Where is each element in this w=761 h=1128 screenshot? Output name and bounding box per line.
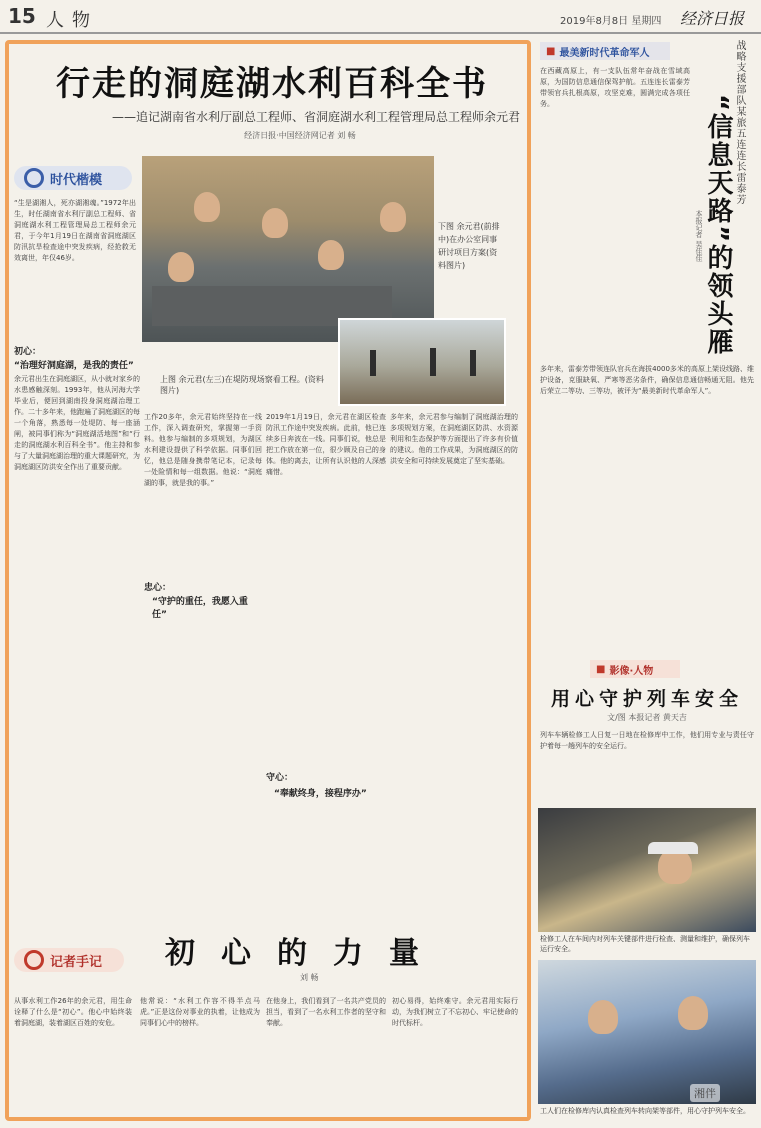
- article-title: 行走的洞庭湖水利百科全书: [56, 64, 488, 104]
- person-figure: [262, 208, 288, 238]
- watermark: 湘伴: [690, 1084, 720, 1102]
- article-byline: 经济日报·中国经济网记者 刘 畅: [244, 131, 356, 140]
- office-meeting-photo: [142, 156, 434, 342]
- right-column-3: 列车车辆检修工人日复一日地在检修库中工作，他们用专业与责任守护着每一趟列车的安全运行。: [540, 731, 754, 750]
- hard-hat-shape: [648, 842, 698, 854]
- worker-figure: [430, 348, 436, 376]
- flag-icon: ■: [546, 45, 556, 57]
- train-inspection-photo-2: [538, 960, 756, 1104]
- article-column-1: 余元君出生在洞庭湖区，从小就对家乡的水患感触深刻。1993年，他从河海大学毕业后，便回到湖南投身洞庭湖治理工作。二十多年来，他跑遍了洞庭湖区的每一个角落，熟悉每一处堤防、每一座涵闸，被同事们称为“洞庭湖活地图”和“行走的洞庭湖水利百科全书”。他主持和参与了大量洞庭湖治理的重大课题研究，为洞庭湖区防洪安全作出了重要贡献。: [14, 375, 140, 471]
- right-photo1-caption: 检修工人在车间内对列车关键部件进行检查、测量和维护，确保列车运行安全。: [540, 935, 750, 953]
- right-title-big: “信息天路”的领头雁: [703, 94, 733, 357]
- feature-title: 初心的力量: [165, 936, 445, 971]
- right-section-badge: [540, 42, 670, 60]
- image-people-badge: [590, 660, 680, 678]
- worker-figure: [470, 350, 476, 376]
- newspaper-masthead: 经济日报: [680, 9, 745, 28]
- subheading-1: 初心：: [14, 347, 42, 357]
- right-photo2-caption: 工人们在检修库内认真检查列车转向架等部件，用心守护列车安全。: [540, 1107, 750, 1115]
- section-badge-era-model: [14, 166, 132, 190]
- photo1-caption: 下图 余元君(前排中)在办公室同事研讨项目方案(资料图片): [438, 222, 500, 270]
- train-inspection-photo-1: [538, 808, 756, 932]
- flag-icon: ■: [596, 663, 606, 675]
- subheading-3: 守心：: [266, 773, 294, 783]
- article-column-4: 多年来，余元君参与编制了洞庭湖治理的多项规划方案，在洞庭湖区防洪、水资源利用和生态保护等方面提出了许多有价值的建议。他的工作成果，为洞庭湖区的防洪安全和可持续发展奠定了坚实基础。: [390, 413, 518, 465]
- section-label: 人物: [46, 10, 98, 31]
- feature-column-2: 他常说：“水利工作容不得半点马虎。”正是这份对事业的执着，让他成为同事们心中的榜样。: [140, 997, 260, 1027]
- photo2-caption: 上图 余元君(左三)在堤防现场察看工程。(资料图片): [160, 375, 324, 395]
- page-number: 15: [8, 4, 36, 28]
- subheading-3-quote: “奉献终身，接程序办”: [274, 789, 367, 799]
- person-figure: [380, 202, 406, 232]
- person-figure: [194, 192, 220, 222]
- person-figure: [168, 252, 194, 282]
- section-badge-reporter-notes: [14, 948, 124, 972]
- feature-column-4: 初心易得，始终难守。余元君用实际行动，为我们树立了不忘初心、牢记使命的时代标杆。: [392, 997, 518, 1027]
- article-column-2: 工作20多年，余元君始终坚持在一线工作，深入调查研究，掌握第一手资料。他参与编制的多项规划，为湖区水利建设提供了科学依据。同事们回忆，他总是随身携带笔记本，记录每一处险情和每一组数据。他说：“洞庭湖的事，就是我的事。”: [144, 413, 262, 487]
- right-badge-label: 最美新时代革命军人: [559, 47, 650, 59]
- badge-label: 时代楷模: [50, 172, 103, 188]
- subheading-2-quote: “守护的重任，我愿入重任”: [152, 597, 248, 620]
- right-article-title-block: [694, 40, 752, 370]
- right-column-1: 在西藏高原上，有一支队伍常年奋战在雪域高原，为国防信息通信保驾护航。五连连长雷泰芳带领官兵扎根高原，攻坚克难，圆满完成各项任务。: [540, 67, 690, 108]
- worker-figure: [370, 350, 376, 376]
- feature-column-1: 从事水利工作26年的余元君，用生命诠释了什么是“初心”。他心中始终装着洞庭湖，装着湖区百姓的安危。: [14, 997, 132, 1027]
- embankment-site-photo: [338, 318, 506, 406]
- right-byline-2: 文/图 本报记者 黄天吉: [607, 713, 687, 722]
- article-intro: “生是湖湘人，死亦湖湘魂。”1972年出生，时任湖南省水利厅副总工程师、省洞庭湖水利工程管理局总工程师余元君，于今年1月19日在湖南省洞庭湖区防汛抗旱检查途中突发疾病，经抢救无效离世，年仅46岁。: [14, 199, 136, 262]
- article-subtitle: ——追记湖南省水利厅副总工程师、省洞庭湖水利工程管理局总工程师余元君: [111, 110, 520, 124]
- badge-ring-icon: [24, 950, 44, 970]
- article-column-3: 2019年1月19日，余元君在湖区检查防汛工作途中突发疾病。此前，他已连续多日奔波在一线。同事们说，他总是把工作放在第一位，很少顾及自己的身体。他的离去，让所有认识他的人深感痛惜。: [266, 413, 386, 476]
- feature-byline: 刘 畅: [300, 973, 319, 982]
- feature-column-3: 在他身上，我们看到了一名共产党员的担当，看到了一名水利工作者的坚守和奉献。: [266, 997, 386, 1027]
- right-column-2: 多年来，雷泰芳带领连队官兵在海拔4000多米的高原上架设线路、维护设备，克服缺氧、严寒等恶劣条件，确保信息通信畅通无阻。他先后荣立二等功、三等功，被评为“最美新时代革命军人”。: [540, 365, 754, 395]
- image-people-label: 影像·人物: [609, 665, 654, 677]
- worker-figure: [588, 1000, 618, 1034]
- badge-label: 记者手记: [50, 954, 103, 970]
- right-title-byline: 本报记者 吴佳佳: [695, 210, 703, 262]
- issue-date: 2019年8月8日 星期四: [560, 16, 662, 27]
- person-figure: [318, 240, 344, 270]
- subheading-1-quote: “治理好洞庭湖，是我的责任”: [14, 361, 134, 371]
- subheading-2: 忠心：: [144, 583, 172, 593]
- right-title-small: 战略支援部队某旅五连连长雷泰芳: [734, 40, 745, 205]
- badge-ring-icon: [24, 168, 44, 188]
- worker-figure: [678, 996, 708, 1030]
- right-headline-2: 用心守护列车安全: [550, 688, 743, 710]
